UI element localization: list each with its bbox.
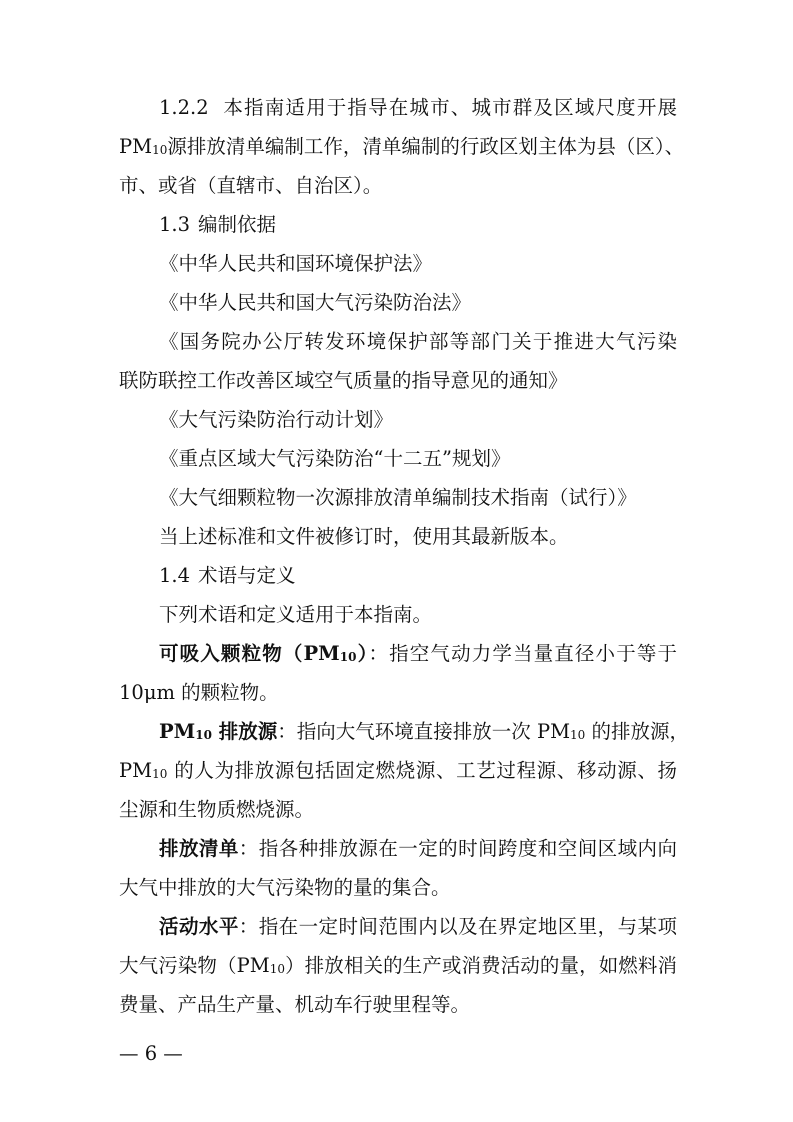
definition-text: ：指向大气环境直接排放一次 PM — [277, 720, 571, 743]
term-text: 排放源 — [211, 720, 278, 743]
definition-text: 尘源和生物质燃烧源。 — [119, 798, 315, 821]
reference-text: 《国务院办公厅转发环境保护部等部门关于推进大气污染 — [159, 330, 677, 353]
pm-subscript: 10 — [269, 962, 285, 976]
reference-text: 《大气细颗粒物一次源排放清单编制技术指南（试行）》 — [159, 486, 637, 509]
definition-text: ：指各种排放源在一定的时间跨度和空间区域内向 — [238, 837, 677, 860]
definition-text: 10μm 的颗粒物。 — [119, 681, 279, 704]
reference-4 — [119, 400, 677, 439]
definition-text: 大气中排放的大气污染物的量的集合。 — [119, 876, 451, 899]
definition-text: ：指空气动力学当量直径小于等于 — [368, 642, 677, 665]
section-title: 术语与定义 — [198, 564, 296, 587]
reference-3-line-1 — [119, 322, 677, 361]
term-text: PM — [159, 720, 196, 743]
definitions-intro — [119, 595, 677, 634]
paragraph-text: 下列术语和定义适用于本指南。 — [159, 603, 433, 626]
reference-text: 联防联控工作改善区域空气质量的指导意见的通知》 — [119, 369, 568, 392]
definition-inventory-line-1 — [119, 829, 677, 868]
definition-pm10-line-1 — [119, 634, 677, 673]
section-1-4-heading — [119, 556, 677, 595]
definition-source-line-2 — [119, 751, 677, 790]
reference-5 — [119, 439, 677, 478]
paragraph-text: 当上述标准和文件被修订时，使用其最新版本。 — [159, 525, 569, 548]
definition-activity-line-2 — [119, 946, 677, 985]
pm-subscript: 10 — [152, 143, 168, 157]
term-text: ） — [356, 642, 369, 665]
definition-text: ：指在一定时间范围内以及在界定地区里，与某项 — [238, 915, 677, 938]
pm-symbol: PM — [119, 759, 153, 782]
section-number: 1.2.2 — [159, 96, 209, 119]
definition-inventory-line-2 — [119, 868, 677, 907]
reference-text: 《中华人民共和国大气污染防治法》 — [159, 291, 472, 314]
reference-1 — [119, 244, 677, 283]
definition-text: 的排放源， — [585, 720, 690, 743]
reference-text: 《中华人民共和国环境保护法》 — [159, 252, 433, 275]
definition-text: 大气污染物（PM — [119, 954, 270, 977]
page-number: — 6 — — [119, 1042, 183, 1065]
page-body — [119, 88, 690, 1024]
section-1-2-2-line-2 — [119, 127, 685, 166]
section-number: 1.4 — [159, 564, 191, 587]
definition-text: 费量、产品生产量、机动车行驶里程等。 — [119, 993, 471, 1016]
section-title: 编制依据 — [198, 213, 277, 236]
reference-6 — [119, 478, 677, 517]
pm-subscript: 10 — [339, 650, 357, 664]
definition-text: 的人为排放源包括固定燃烧源、工艺过程源、移动源、扬 — [167, 759, 677, 782]
paragraph-text: 源排放清单编制工作，清单编制的行政区划主体为县（区）、 — [167, 135, 685, 158]
pm-subscript: 10 — [152, 767, 168, 781]
reference-text: 《大气污染防治行动计划》 — [159, 408, 394, 431]
definition-term: 活动水平 — [159, 915, 239, 938]
definition-term: 排放清单 — [159, 837, 239, 860]
term-text: 可吸入颗粒物（PM — [159, 642, 340, 665]
definition-term — [159, 720, 277, 743]
definition-pm10-line-2 — [119, 673, 677, 712]
definition-source-line-3 — [119, 790, 677, 829]
definition-term — [159, 642, 369, 665]
reference-2 — [119, 283, 677, 322]
pm-symbol: PM — [119, 135, 153, 158]
section-1-2-2-line-1 — [119, 88, 677, 127]
reference-text: 《重点区域大气污染防治“十二五”规划》 — [159, 447, 511, 470]
revision-note — [119, 517, 677, 556]
definition-activity-line-3 — [119, 985, 677, 1024]
pm-subscript: 10 — [195, 728, 212, 742]
paragraph-text: 市、或省（直辖市、自治区）。 — [119, 174, 383, 197]
section-1-3-heading — [119, 205, 677, 244]
definition-source-line-1 — [119, 712, 690, 751]
reference-3-line-2 — [119, 361, 677, 400]
pm-subscript: 10 — [570, 728, 586, 742]
section-number: 1.3 — [159, 213, 191, 236]
paragraph-text: 本指南适用于指导在城市、城市群及区域尺度开展 — [223, 96, 677, 119]
section-1-2-2-line-3 — [119, 166, 677, 205]
definition-activity-line-1 — [119, 907, 677, 946]
definition-text: ）排放相关的生产或消费活动的量，如燃料消 — [284, 954, 677, 977]
